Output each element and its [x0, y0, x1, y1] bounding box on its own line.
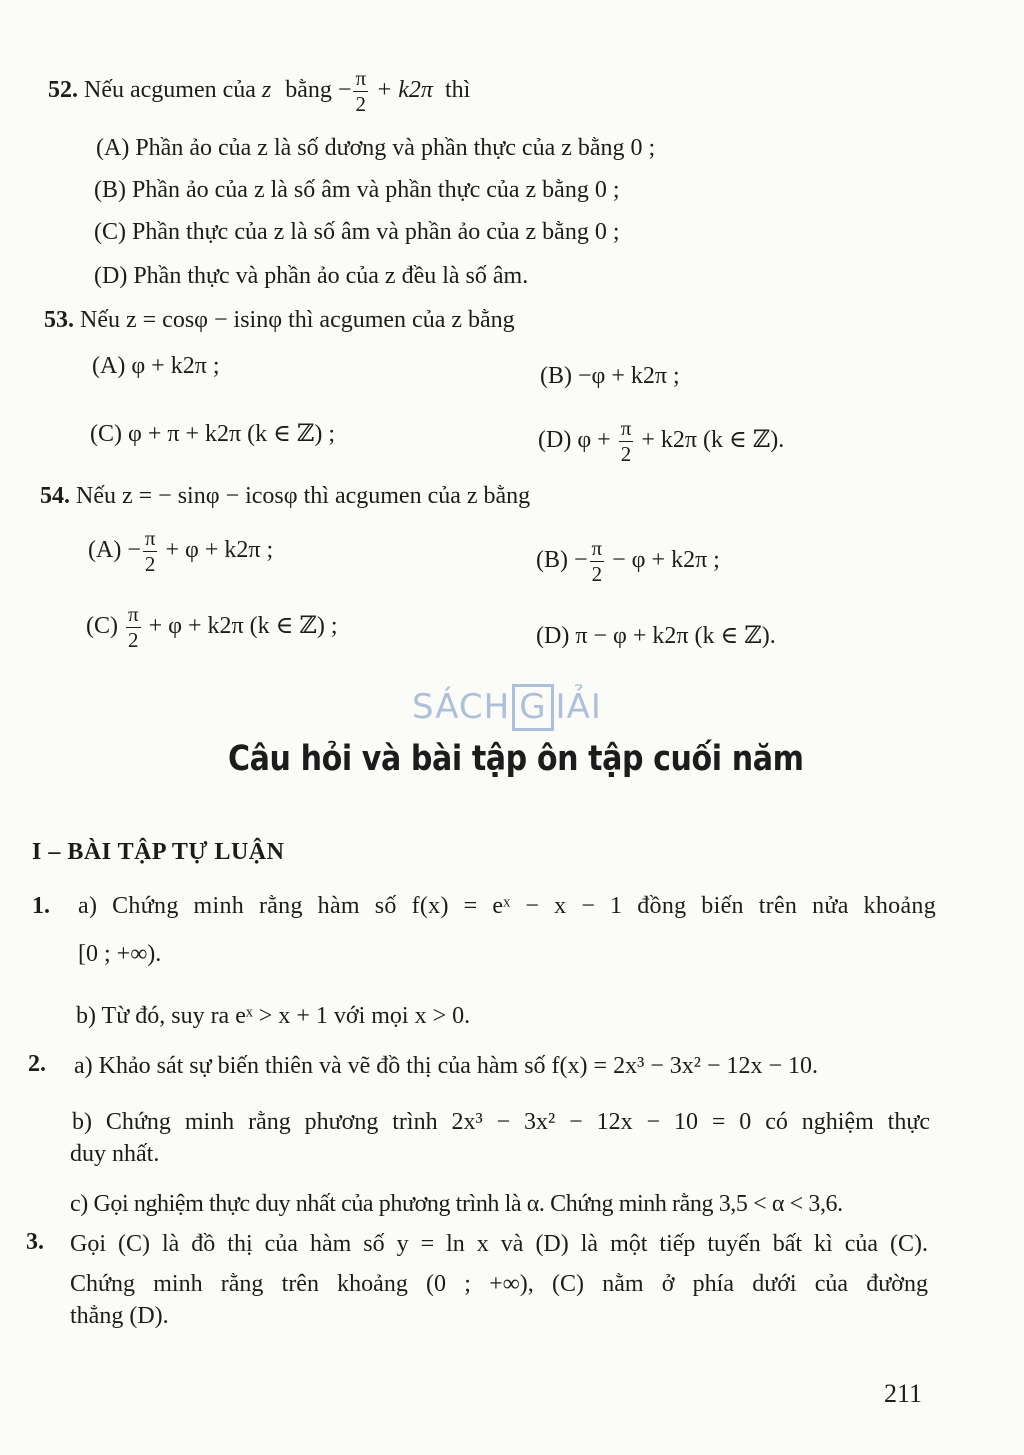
exercise-2c: c) Gọi nghiệm thực duy nhất của phương trình là α. Chứng minh rằng 3,5 < α < 3,6. [70, 1191, 843, 1217]
option-a: (A) − $\frac{\pi}{2}$ + φ + k2π ; [88, 526, 274, 576]
expression [337, 66, 439, 116]
option-b: (B) Phần ảo của z là số âm và phần thực của z bằng 0 ; [94, 177, 620, 203]
option-c: (C) φ + π + k2π (k ∈ ℤ) ; [90, 421, 336, 447]
denominator: 2 [355, 92, 367, 116]
option-b: (B) − $\frac{\pi}{2}$ − φ + k2π ; [536, 536, 720, 586]
option-b: (B) −φ + k2π ; [540, 363, 680, 389]
watermark-logo-box: G [512, 684, 553, 731]
section-title: I – BÀI TẬP TỰ LUẬN [32, 839, 285, 865]
exercise-3-line3: thẳng (D). [70, 1303, 169, 1329]
expression-rest: + k2π [376, 77, 433, 104]
option-d: (D) φ + $\frac{\pi}{2}$ + k2π (k ∈ ℤ). [538, 416, 785, 466]
stem-text: bằng [285, 77, 332, 104]
fraction [353, 68, 368, 115]
option-d: (D) π − φ + k2π (k ∈ ℤ). [536, 623, 776, 649]
question-54-stem [40, 482, 530, 511]
option-c: (C) Phần thực của z là số âm và phần ảo của z bằng 0 ; [94, 219, 620, 245]
exercise-3-line1: Gọi (C) là đồ thị của hàm số y = ln x và (D) là một tiếp tuyến bất kì của (C). [70, 1231, 928, 1257]
exercise-number: 3. [26, 1229, 44, 1255]
exercise-2b-cont: duy nhất. [70, 1141, 160, 1167]
stem-text: Nếu z = − sinφ − icosφ thì acgumen của z bằng [76, 483, 531, 509]
exercise-2b: b) Chứng minh rằng phương trình 2x³ − 3x² − 12x − 10 = 0 có nghiệm thực [72, 1109, 930, 1135]
fraction: $\frac{\pi}{2}$ [591, 536, 603, 586]
question-number: 52. [48, 77, 78, 104]
exercise-number: 1. [32, 893, 50, 919]
chapter-heading: Câu hỏi và bài tập ôn tập cuối năm [228, 739, 804, 779]
exercise-1a: a) Chứng minh rằng hàm số f(x) = eˣ − x − 1 đồng biến trên nửa khoảng [78, 893, 936, 919]
page-number: 211 [884, 1379, 923, 1408]
question-number: 54. [40, 483, 70, 509]
fraction: $\frac{\pi}{2}$ [144, 526, 156, 576]
option-a: (A) φ + k2π ; [92, 353, 220, 379]
variable-z: z [261, 77, 272, 104]
stem-text: Nếu z = cosφ − isinφ thì acgumen của z bằng [80, 307, 515, 333]
exercise-3-line2: Chứng minh rằng trên khoảng (0 ; +∞), (C) nằm ở phía dưới của đường [70, 1271, 928, 1297]
minus-sign: − [337, 77, 352, 104]
exercise-number: 2. [28, 1051, 46, 1077]
exercise-1b: b) Từ đó, suy ra eˣ > x + 1 với mọi x > 0. [76, 1003, 471, 1029]
question-53-stem [44, 306, 515, 335]
question-number: 53. [44, 307, 74, 333]
fraction: $\frac{\pi}{2}$ [128, 602, 139, 652]
option-c: (C) $\frac{\pi}{2}$ + φ + k2π (k ∈ ℤ) ; [86, 602, 338, 652]
stem-text: Nếu acgumen của [84, 77, 256, 104]
watermark: SÁCH G IẢI [412, 684, 602, 731]
question-52-stem [48, 68, 470, 115]
exercise-1a-cont: [0 ; +∞). [78, 941, 162, 967]
numerator: π [355, 66, 367, 90]
fraction: $\frac{\pi}{2}$ [620, 416, 632, 466]
stem-text: thì [444, 77, 471, 104]
exercise-2a: a) Khảo sát sự biến thiên và vẽ đồ thị của hàm số f(x) = 2x³ − 3x² − 12x − 10. [74, 1053, 819, 1079]
option-d: (D) Phần thực và phần ảo của z đều là số âm. [94, 263, 529, 289]
option-a: (A) Phần ảo của z là số dương và phần thực của z bằng 0 ; [96, 135, 656, 161]
